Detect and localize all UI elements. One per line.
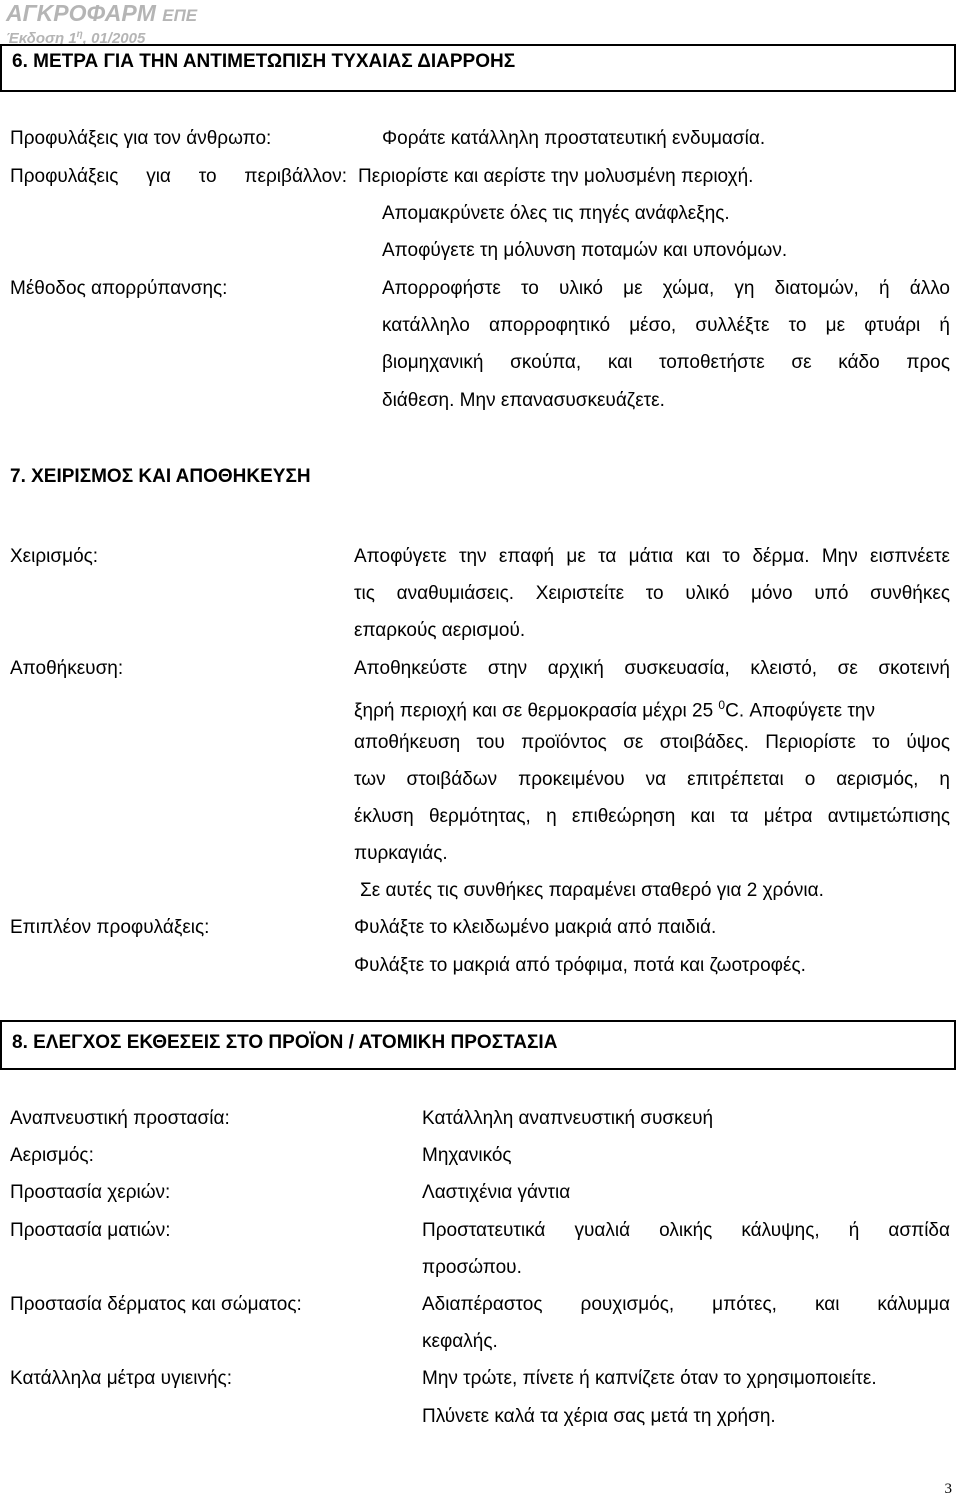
handling-label: Χειρισμός:: [10, 546, 99, 567]
section8-title: 8. ΕΛΕΓΧΟΣ ΕΚΘΕΣΕΙΣ ΣΤΟ ΠΡΟΪΟΝ / ΑΤΟΜΙΚΗ ΠΡΟΣΤΑΣΙΑ: [0, 1020, 956, 1070]
handling-line: επαρκούς αερισμού.: [354, 620, 526, 641]
extra-precautions-label: Επιπλέον προφυλάξεις:: [10, 917, 210, 938]
handling-line: Αποφύγετε την επαφή με τα μάτια και το δέρμα. Μην εισπνέετε: [354, 546, 950, 567]
hand-protection-value: Λαστιχένια γάντια: [422, 1182, 571, 1203]
ventilation-label: Αερισμός:: [10, 1145, 94, 1166]
edition-suffix: , 01/2005: [82, 30, 146, 47]
storage-label: Αποθήκευση:: [10, 658, 124, 679]
handling-line: τις αναθυμιάσεις. Χειριστείτε το υλικό μόνο υπό συνθήκες: [354, 583, 950, 604]
cleanup-method-line: βιομηχανική σκούπα, και τοποθετήστε σε κάδο προς: [382, 352, 950, 373]
human-precautions-label: Προφυλάξεις για τον άνθρωπο:: [10, 128, 272, 149]
storage-line-temp-a: ξηρή περιοχή και σε θερμοκρασία μέχρι 25: [354, 700, 719, 722]
hygiene-measures-value: Πλύνετε καλά τα χέρια σας μετά τη χρήση.: [422, 1406, 776, 1427]
cleanup-method-label: Μέθοδος απορρύπανσης:: [10, 278, 228, 299]
page-number: 3: [944, 1481, 952, 1497]
storage-line: Αποθηκεύστε στην αρχική συσκευασία, κλειστό, σε σκοτεινή: [354, 658, 950, 679]
hand-protection-label: Προστασία χεριών:: [10, 1182, 171, 1203]
skin-protection-value: Αδιαπέραστος ρουχισμός, μπότες, και κάλυμμα: [422, 1294, 950, 1315]
storage-line: αποθήκευση του προϊόντος σε στοιβάδες. Περιορίστε το ύψος: [354, 732, 950, 753]
cleanup-method-line: κατάλληλο απορροφητικό μέσο, συλλέξτε το με φτυάρι ή: [382, 315, 950, 336]
hygiene-measures-value: Μην τρώτε, πίνετε ή καπνίζετε όταν το χρησιμοποιείτε.: [422, 1368, 877, 1389]
env-precautions-line: Αποφύγετε τη μόλυνση ποταμών και υπονόμων.: [382, 240, 788, 261]
extra-precautions-line: Φυλάξτε το μακριά από τρόφιμα, ποτά και ζωοτροφές.: [354, 955, 806, 976]
storage-line-temp-b: C. Αποφύγετε την: [725, 700, 875, 722]
section6-title: 6. ΜΕΤΡΑ ΓΙΑ ΤΗΝ ΑΝΤΙΜΕΤΩΠΙΣΗ ΤΥΧΑΙΑΣ ΔΙΑΡΡΟΗΣ: [0, 44, 956, 92]
degree-sup: 0: [718, 698, 726, 712]
hygiene-measures-label: Κατάλληλα μέτρα υγιεινής:: [10, 1368, 232, 1389]
env-precautions-line: Περιορίστε και αερίστε την μολυσμένη περιοχή.: [358, 166, 754, 187]
company-suffix: ΕΠΕ: [162, 6, 198, 25]
respiratory-protection-value: Κατάλληλη αναπνευστική συσκευή: [422, 1108, 714, 1129]
eye-protection-value: προσώπου.: [422, 1257, 522, 1278]
eye-protection-value: Προστατευτικά γυαλιά ολικής κάλυψης, ή ασπίδα: [422, 1220, 950, 1241]
skin-protection-label: Προστασία δέρματος και σώματος:: [10, 1294, 302, 1315]
cleanup-method-line: διάθεση. Μην επανασυσκευάζετε.: [382, 390, 665, 411]
storage-line: πυρκαγιάς.: [354, 843, 448, 864]
storage-line-temperature: [354, 694, 875, 722]
storage-line: των στοιβάδων προκειμένου να επιτρέπεται ο αερισμός, η: [354, 769, 950, 790]
section7-title: 7. ΧΕΙΡΙΣΜΟΣ ΚΑΙ ΑΠΟΘΗΚΕΥΣΗ: [10, 466, 311, 487]
cleanup-method-line: Απορροφήστε το υλικό με χώμα, γη διατομών, ή άλλο: [382, 278, 950, 299]
respiratory-protection-label: Αναπνευστική προστασία:: [10, 1108, 230, 1129]
storage-line: έκλυση θερμότητας, η επιθεώρηση και τα μέτρα αντιμετώπισης: [354, 806, 950, 827]
stability-line: Σε αυτές τις συνθήκες παραμένει σταθερό για 2 χρόνια.: [360, 880, 824, 901]
company-name-text: ΑΓΚΡΟΦΑΡΜ: [6, 0, 156, 26]
edition-prefix: Έκδοση 1: [6, 30, 77, 47]
env-precautions-line: Απομακρύνετε όλες τις πηγές ανάφλεξης.: [382, 203, 730, 224]
extra-precautions-line: Φυλάξτε το κλειδωμένο μακριά από παιδιά.: [354, 917, 717, 938]
ventilation-value: Μηχανικός: [422, 1145, 512, 1166]
env-precautions-label: Προφυλάξεις για το περιβάλλον:: [10, 166, 347, 187]
eye-protection-label: Προστασία ματιών:: [10, 1220, 171, 1241]
skin-protection-value: κεφαλής.: [422, 1331, 498, 1352]
human-precautions-value: Φοράτε κατάλληλη προστατευτική ενδυμασία.: [382, 128, 766, 149]
edition-sup: η: [76, 29, 83, 40]
company-name: [6, 0, 197, 29]
